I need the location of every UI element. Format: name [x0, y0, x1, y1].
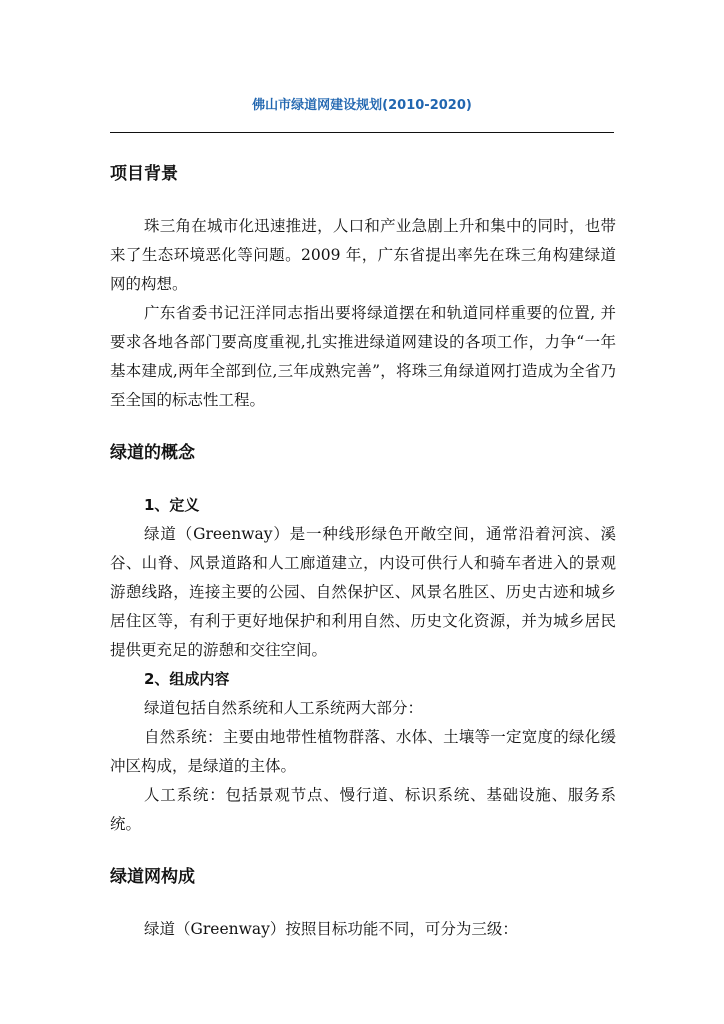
page-header-title: 佛山市绿道网建设规划(2010-2020) — [252, 98, 472, 113]
section-heading-network: 绿道网构成 — [110, 867, 195, 887]
paragraph: 自然系统：主要由地带性植物群落、水体、土壤等一定宽度的绿化缓冲区构成，是绿道的主体。 — [110, 728, 616, 775]
paragraph: 绿道（Greenway）按照目标功能不同，可分为三级： — [144, 920, 518, 938]
paragraph: 珠三角在城市化迅速推进，人口和产业急剧上升和集中的同时，也带来了生态环境恶化等问题。2009 年，广东省提出率先在珠三角构建绿道网的构想。 — [110, 217, 616, 293]
subheading-composition: 2、组成内容 — [144, 670, 230, 688]
paragraph: 广东省委书记汪洋同志指出要将绿道摆在和轨道同样重要的位置, 并要求各地各部门要高度重视,扎实推进绿道网建设的各项工作，力争“一年基本建成,两年全部到位,三年成熟完善”，将珠三角绿道网打造成为全省乃至全国的标志性工程。 — [110, 304, 616, 409]
paragraph: 绿道包括自然系统和人工系统两大部分： — [144, 699, 424, 717]
subheading-definition: 1、定义 — [144, 496, 200, 514]
paragraph: 人工系统：包括景观节点、慢行道、标识系统、基础设施、服务系统。 — [110, 786, 616, 833]
section-heading-background: 项目背景 — [110, 164, 178, 184]
paragraph: 绿道（Greenway）是一种线形绿色开敞空间，通常沿着河滨、溪谷、山脊、风景道路和人工廊道建立，内设可供行人和骑车者进入的景观游憩线路，连接主要的公园、自然保护区、风景名胜区、历史古迹和城乡居住区等，有利于更好地保护和利用自然、历史文化资源，并为城乡居民提供更充足的游憩和交往空间。 — [110, 525, 616, 659]
header-divider — [110, 132, 614, 133]
section-heading-concept: 绿道的概念 — [110, 443, 195, 463]
document-body — [110, 160, 616, 944]
